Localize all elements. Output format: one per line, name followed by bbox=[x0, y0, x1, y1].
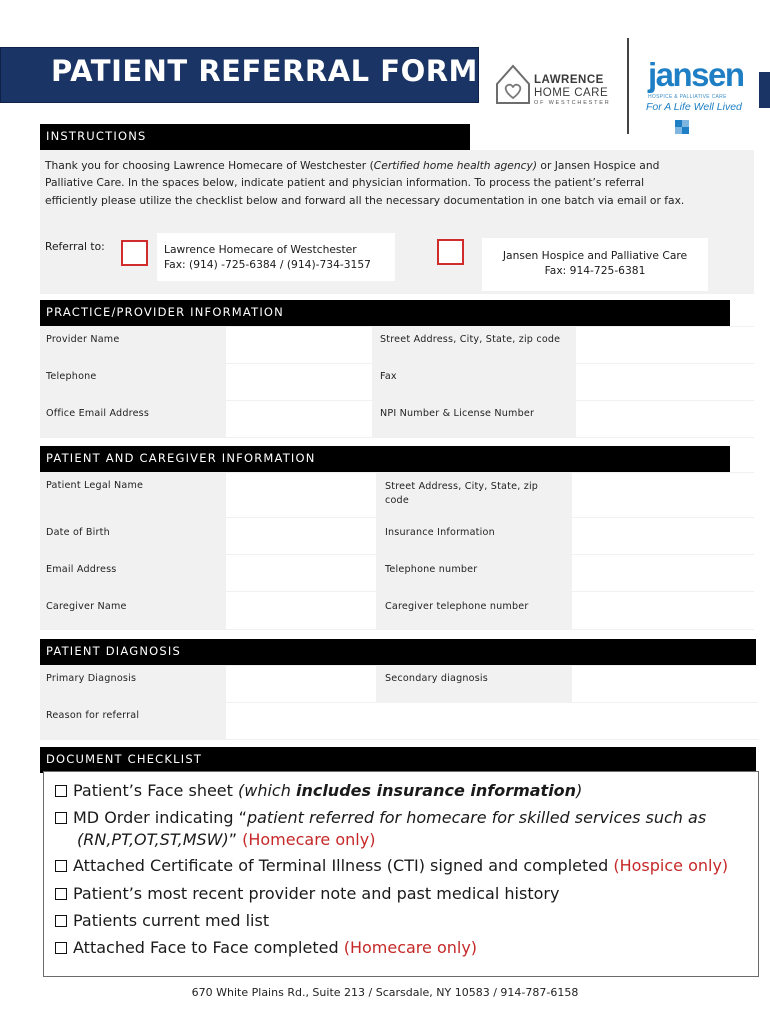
lawrence-logo-line1: LAWRENCE bbox=[534, 74, 604, 86]
lawrence-option-fax: Fax: (914) -725-6384 / (914)-734-3157 bbox=[164, 258, 371, 271]
checklist-item-provider-note[interactable]: Patient’s most recent provider note and past medical history bbox=[55, 884, 559, 903]
jansen-option-fax: Fax: 914-725-6381 bbox=[544, 264, 646, 277]
patient-legal-name-input[interactable] bbox=[226, 473, 376, 517]
insurance-label: Insurance Information bbox=[385, 527, 495, 538]
patient-email-input[interactable] bbox=[226, 555, 376, 591]
patient-address-input[interactable] bbox=[572, 473, 754, 517]
jansen-option-name: Jansen Hospice and Palliative Care bbox=[502, 249, 688, 262]
caregiver-name-input[interactable] bbox=[226, 592, 376, 629]
provider-address-input[interactable] bbox=[576, 327, 754, 363]
jansen-squares-icon bbox=[675, 120, 689, 134]
checkbox-icon[interactable] bbox=[55, 860, 67, 872]
checklist-header: DOCUMENT CHECKLIST bbox=[40, 747, 756, 773]
checklist-item-face-to-face[interactable]: Attached Face to Face completed (Homecare only) bbox=[55, 938, 477, 957]
checkbox-icon[interactable] bbox=[55, 785, 67, 797]
npi-input[interactable] bbox=[576, 401, 754, 437]
caregiver-phone-input[interactable] bbox=[572, 592, 754, 629]
secondary-diagnosis-label: Secondary diagnosis bbox=[385, 673, 488, 684]
jansen-referral-checkbox[interactable] bbox=[437, 239, 464, 265]
npi-label: NPI Number & License Number bbox=[380, 408, 535, 419]
dob-label: Date of Birth bbox=[46, 527, 110, 538]
checklist-item-face-sheet[interactable]: Patient’s Face sheet (which includes insurance information) bbox=[55, 781, 582, 800]
checkbox-icon[interactable] bbox=[55, 888, 67, 900]
title-banner bbox=[0, 47, 479, 103]
checklist-item-cti[interactable]: Attached Certificate of Terminal Illness (CTI) signed and completed (Hospice only) bbox=[55, 856, 728, 875]
lawrence-logo bbox=[494, 62, 618, 108]
instructions-text: Thank you for choosing Lawrence Homecare of Westchester (Certified home health agency) or Jansen Hospice and Palliative Care. In the spaces below, indicate patient and physician information. To process the patient’s referral efficiently please utilize the checklist below and forward all the necessary documentation in one batch via email or fax. bbox=[45, 159, 685, 207]
lawrence-option-name: Lawrence Homecare of Westchester bbox=[164, 243, 357, 256]
patient-email-label: Email Address bbox=[46, 564, 117, 575]
referral-to-label: Referral to: bbox=[45, 240, 105, 253]
insurance-input[interactable] bbox=[572, 518, 754, 554]
reason-for-referral-input[interactable] bbox=[226, 703, 758, 739]
caregiver-name-label: Caregiver Name bbox=[46, 601, 127, 612]
provider-telephone-input[interactable] bbox=[226, 364, 372, 400]
jansen-logo-tagline: For A Life Well Lived bbox=[646, 101, 742, 113]
house-heart-icon bbox=[494, 62, 532, 106]
reason-for-referral-label: Reason for referral bbox=[46, 710, 140, 721]
jansen-logo-subtitle: HOSPICE & PALLIATIVE CARE bbox=[648, 94, 727, 100]
logo-divider bbox=[627, 38, 629, 134]
jansen-logo bbox=[644, 56, 744, 114]
checkbox-icon[interactable] bbox=[55, 942, 67, 954]
checkbox-icon[interactable] bbox=[55, 915, 67, 927]
dob-input[interactable] bbox=[226, 518, 376, 554]
checklist-item-med-list[interactable]: Patients current med list bbox=[55, 911, 269, 930]
practice-header: PRACTICE/PROVIDER INFORMATION bbox=[40, 300, 730, 326]
diagnosis-header: PATIENT DIAGNOSIS bbox=[40, 639, 756, 665]
caregiver-phone-label: Caregiver telephone number bbox=[385, 601, 529, 612]
instructions-header: INSTRUCTIONS bbox=[40, 124, 470, 150]
provider-address-label: Street Address, City, State, zip code bbox=[380, 334, 561, 345]
provider-name-label: Provider Name bbox=[46, 334, 120, 345]
office-email-label: Office Email Address bbox=[46, 408, 150, 419]
jansen-logo-name: jansen bbox=[648, 56, 744, 93]
checkbox-icon[interactable] bbox=[55, 812, 67, 824]
provider-fax-label: Fax bbox=[380, 371, 397, 382]
checklist-item-md-order[interactable]: MD Order indicating “patient referred for homecare for skilled services such as bbox=[55, 808, 706, 827]
primary-diagnosis-input[interactable] bbox=[226, 666, 376, 702]
edge-accent-bar bbox=[759, 72, 770, 108]
patient-address-label: Street Address, City, State, zip code bbox=[385, 481, 539, 506]
checklist-item-md-order-cont: (RN,PT,OT,ST,MSW)” (Homecare only) bbox=[77, 830, 376, 849]
footer-address: 670 White Plains Rd., Suite 213 / Scarsdale, NY 10583 / 914-787-6158 bbox=[191, 986, 579, 999]
provider-telephone-label: Telephone bbox=[46, 371, 97, 382]
lawrence-option bbox=[157, 233, 395, 281]
provider-name-input[interactable] bbox=[226, 327, 372, 363]
primary-diagnosis-label: Primary Diagnosis bbox=[46, 673, 137, 684]
page-title: PATIENT REFERRAL FORM bbox=[51, 54, 478, 88]
provider-fax-input[interactable] bbox=[576, 364, 754, 400]
patient-telephone-input[interactable] bbox=[572, 555, 754, 591]
patient-legal-name-label: Patient Legal Name bbox=[46, 480, 144, 491]
lawrence-referral-checkbox[interactable] bbox=[121, 240, 148, 266]
patient-header: PATIENT AND CAREGIVER INFORMATION bbox=[40, 446, 730, 472]
lawrence-logo-line3: OF WESTCHESTER bbox=[534, 100, 611, 106]
jansen-option bbox=[482, 238, 708, 291]
patient-telephone-label: Telephone number bbox=[385, 564, 478, 575]
secondary-diagnosis-input[interactable] bbox=[572, 666, 758, 702]
lawrence-logo-line2: HOME CARE bbox=[534, 87, 609, 99]
office-email-input[interactable] bbox=[226, 401, 372, 437]
